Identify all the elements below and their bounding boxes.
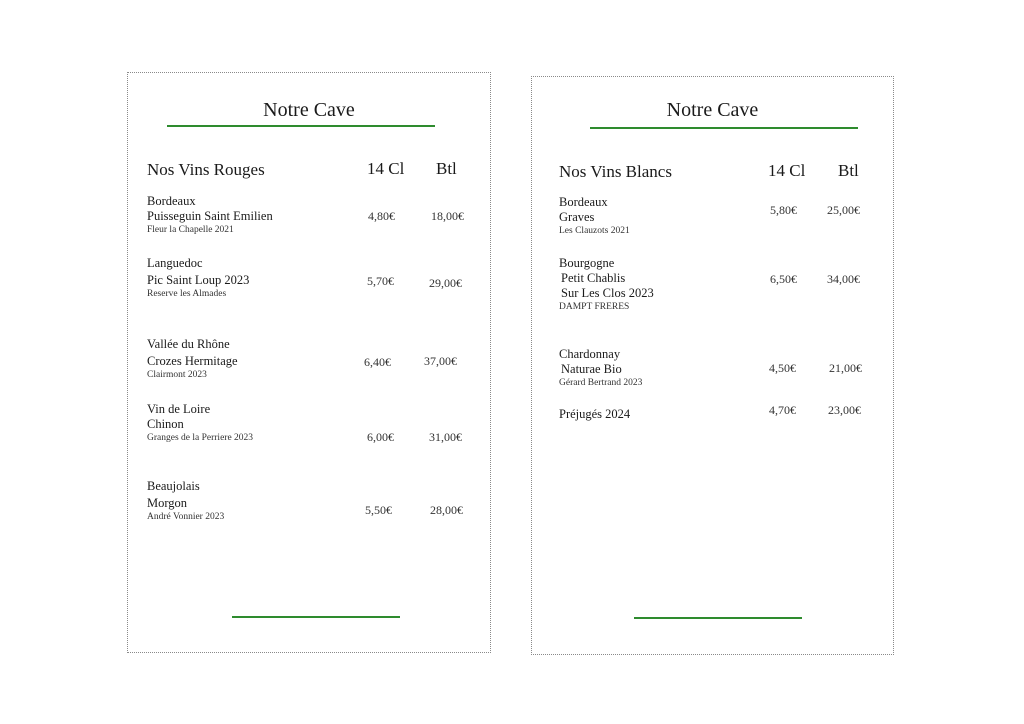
section-heading: Nos Vins Rouges <box>147 160 265 179</box>
bottom-divider <box>232 616 400 618</box>
title-divider <box>590 127 858 129</box>
wine-item <box>147 479 224 523</box>
bottle-price: 25,00€ <box>827 203 860 217</box>
wine-producer: Les Clauzots 2021 <box>559 226 630 236</box>
wine-item <box>559 256 654 313</box>
wine-name: Crozes Hermitage <box>147 354 238 368</box>
bottom-divider <box>634 617 802 619</box>
wine-item <box>559 195 630 237</box>
wine-region: Beaujolais <box>147 479 200 493</box>
wine-name: Petit Chablis <box>561 271 626 285</box>
wine-region: Chardonnay <box>559 347 621 361</box>
glass-price: 5,70€ <box>367 274 394 288</box>
glass-price: 4,70€ <box>769 403 796 417</box>
bottle-price: 37,00€ <box>424 354 457 368</box>
wine-item <box>147 194 273 236</box>
title-divider <box>167 125 435 127</box>
wine-name: Graves <box>559 210 595 224</box>
wine-producer: André Vonnier 2023 <box>147 512 225 522</box>
bottle-price: 21,00€ <box>829 361 862 375</box>
wine-region: Bourgogne <box>559 256 615 270</box>
wine-producer: Reserve les Almades <box>147 289 227 299</box>
page-title: Notre Cave <box>263 99 355 121</box>
wine-region: Bordeaux <box>147 194 196 208</box>
white-wine-menu-page <box>531 76 894 655</box>
wine-producer: Granges de la Perriere 2023 <box>147 433 254 443</box>
wine-name: Préjugés 2024 <box>559 407 631 421</box>
glass-price: 6,50€ <box>770 272 797 286</box>
bottle-price: 28,00€ <box>430 503 463 517</box>
wine-item <box>559 407 630 422</box>
wine-producer: Fleur la Chapelle 2021 <box>147 225 234 235</box>
column-glass-header: 14 Cl <box>367 159 405 178</box>
wine-region: Bordeaux <box>559 195 608 209</box>
red-wine-menu-page <box>127 72 491 653</box>
wine-name: Chinon <box>147 417 184 431</box>
wine-region: Vallée du Rhône <box>147 337 230 351</box>
wine-item <box>147 402 253 444</box>
wine-name-line-2: Sur Les Clos 2023 <box>561 286 654 300</box>
glass-price: 4,50€ <box>769 361 796 375</box>
wine-name: Puisseguin Saint Emilien <box>147 209 273 223</box>
wine-name: Pic Saint Loup 2023 <box>147 273 250 287</box>
section-heading: Nos Vins Blancs <box>559 162 672 181</box>
bottle-price: 29,00€ <box>429 276 462 290</box>
bottle-price: 23,00€ <box>828 403 861 417</box>
bottle-price: 18,00€ <box>431 209 464 223</box>
wine-item <box>147 337 238 381</box>
wine-region: Languedoc <box>147 256 203 270</box>
glass-price: 4,80€ <box>368 209 395 223</box>
bottle-price: 34,00€ <box>827 272 860 286</box>
wine-region: Vin de Loire <box>147 402 211 416</box>
wine-producer: DAMPT FRERES <box>559 302 630 312</box>
wine-item <box>559 347 642 389</box>
column-bottle-header: Btl <box>436 159 457 178</box>
glass-price: 5,80€ <box>770 203 797 217</box>
page-title: Notre Cave <box>666 99 759 121</box>
wine-name: Naturae Bio <box>561 362 622 376</box>
column-bottle-header: Btl <box>838 161 859 180</box>
glass-price: 6,00€ <box>367 430 394 444</box>
wine-producer: Gérard Bertrand 2023 <box>559 378 643 388</box>
bottle-price: 31,00€ <box>429 430 462 444</box>
wine-name: Morgon <box>147 496 188 510</box>
glass-price: 6,40€ <box>364 355 391 369</box>
wine-item <box>147 256 249 300</box>
glass-price: 5,50€ <box>365 503 392 517</box>
wine-producer: Clairmont 2023 <box>147 370 207 380</box>
column-glass-header: 14 Cl <box>768 161 806 180</box>
